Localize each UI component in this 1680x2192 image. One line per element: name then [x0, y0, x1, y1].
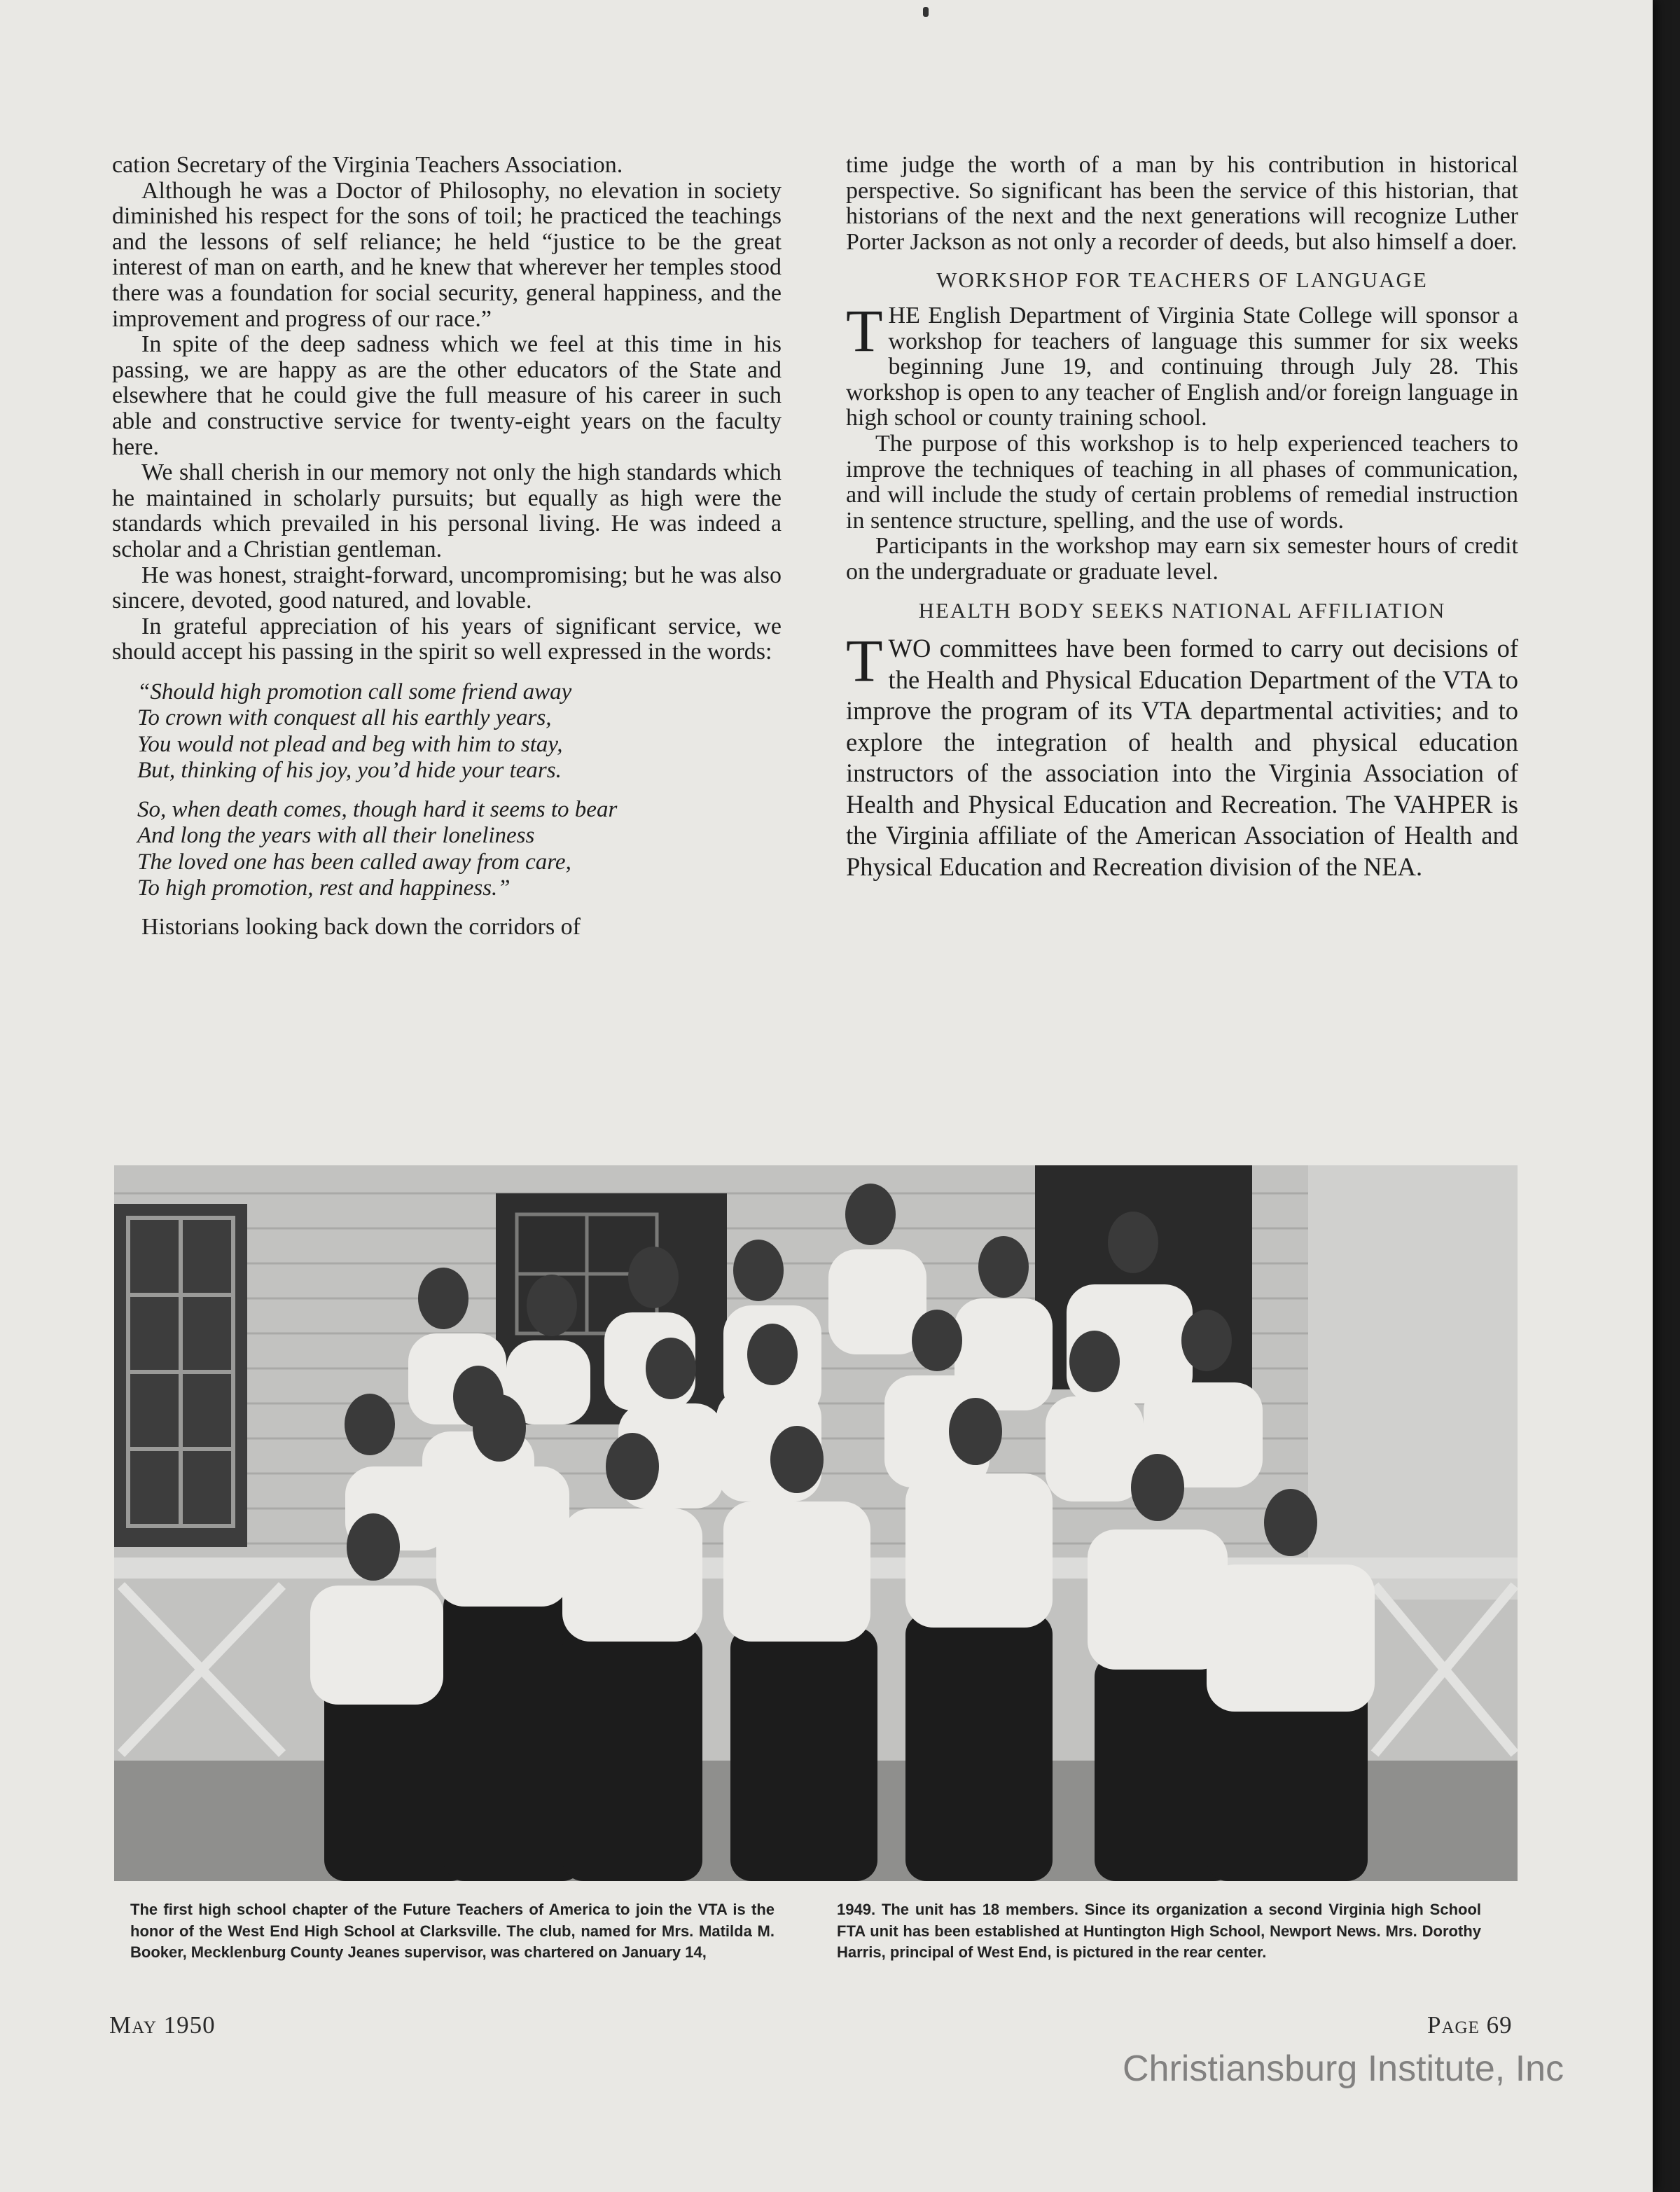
issue-date: May 1950 — [109, 2011, 216, 2039]
right-para-1: time judge the worth of a man by his contribution in historical perspective. So significant has been the service of this historian, that historians of the next and the next generations will recognize Luther Porter Jackson as not only a recorder of deeds, but also himself a doer. — [846, 152, 1518, 255]
poem-line: So, when death comes, though hard it seems to bear — [137, 796, 618, 822]
poem-line: The loved one has been called away from care, — [137, 849, 571, 875]
left-para-3: In spite of the deep sadness which we feel at this time in his passing, we are happy as are the other educators of the State and elsewhere that he could give the full measure of his career in such able and constructive service for twenty-eight years on the faculty here. — [112, 331, 782, 460]
health-para-text: WO committees have been formed to carry out decisions of the Health and Physical Education Department of the VTA to improve the program of its VTA departmental activities; and to explore the integration of health and physical education instructors of the association into the Virginia Association of Health and Physical Education and Recreation. The VAHPER is the Virginia affiliate of the American Association of Health and Physical Education and Recreation division of the NEA. — [846, 634, 1518, 881]
left-para-2: Although he was a Doctor of Philosophy, no elevation in society diminished his respect for the sons of toil; he practiced the teachings and the lessons of self reliance; he held “justice to be the great interest of man on earth, and he knew that wherever her temples stood there was a foundation for social security, general happiness, and the improvement and progress of our race.” — [112, 177, 782, 332]
workshop-para-2: The purpose of this workshop is to help experienced teachers to improve the techniques of teaching in all phases of communication, and will include the study of certain problems of remedial instruction in sentence structure, spelling, and the use of words. — [846, 430, 1518, 534]
photo-caption-right: 1949. The unit has 18 members. Since its organization a second Virginia high School FTA unit has been established at Huntington High School, Newport News. Mrs. Dorothy Harris, principal of West End, is pictured in the rear center. — [837, 1901, 1481, 1961]
left-para-4: We shall cherish in our memory not only the high standards which he maintained in scholarly pursuits; but equally as high were the standards which prevailed in his personal living. He was indeed a scholar and a Christian gentleman. — [112, 459, 782, 562]
poem — [137, 679, 782, 902]
poem-line: You would not plead and beg with him to stay, — [137, 731, 563, 757]
poem-line: And long the years with all their loneliness — [137, 823, 535, 849]
poem-stanza-2 — [137, 797, 782, 902]
poem-line: To crown with conquest all his earthly years, — [137, 705, 552, 731]
workshop-para-1 — [846, 296, 1518, 431]
left-para-1: cation Secretary of the Virginia Teachers Association. — [112, 152, 623, 178]
left-para-6: In grateful appreciation of his years of significant service, we should accept his passing in the spirit so well expressed in the words: — [112, 613, 782, 665]
poem-line: “Should high promotion call some friend away — [137, 679, 572, 705]
poem-line: To high promotion, rest and happiness.” — [137, 875, 511, 901]
health-heading: HEALTH BODY SEEKS NATIONAL AFFILIATION — [918, 597, 1446, 623]
left-column — [112, 153, 782, 940]
left-para-5: He was honest, straight-forward, uncompromising; but he was also sincere, devoted, good natured, and lovable. — [112, 562, 782, 614]
page-number: Page 69 — [1427, 2011, 1513, 2039]
workshop-heading: WORKSHOP FOR TEACHERS OF LANGUAGE — [936, 268, 1428, 293]
staple-mark — [923, 7, 929, 17]
watermark: Christiansburg Institute, Inc — [1123, 2048, 1564, 2089]
photo-caption-left: The first high school chapter of the Future Teachers of America to join the VTA is the honor of the West End High School at Clarksville. The club, named for Mrs. Matilda M. Booker, Mecklenburg County Jeanes supervisor, was chartered on January 14, — [130, 1901, 775, 1961]
right-column — [846, 153, 1518, 882]
health-dropcap: T — [846, 627, 883, 695]
workshop-dropcap: T — [846, 296, 883, 364]
workshop-para-3: Participants in the workshop may earn six semester hours of credit on the undergraduate or graduate level. — [846, 533, 1518, 585]
poem-stanza-1 — [137, 679, 782, 784]
group-photo — [114, 1165, 1518, 1881]
left-para-7: Historians looking back down the corridors of — [141, 913, 581, 940]
poem-line: But, thinking of his joy, you’d hide your tears. — [137, 758, 562, 784]
health-para — [846, 627, 1518, 882]
workshop-para-1-text: HE English Department of Virginia State College will sponsor a workshop for teachers of language this summer for six weeks beginning June 19, and continuing through July 28. This workshop is open to any teacher of English and/or foreign language in high school or county training school. — [846, 302, 1518, 431]
group-photo-illustration — [114, 1165, 1518, 1881]
